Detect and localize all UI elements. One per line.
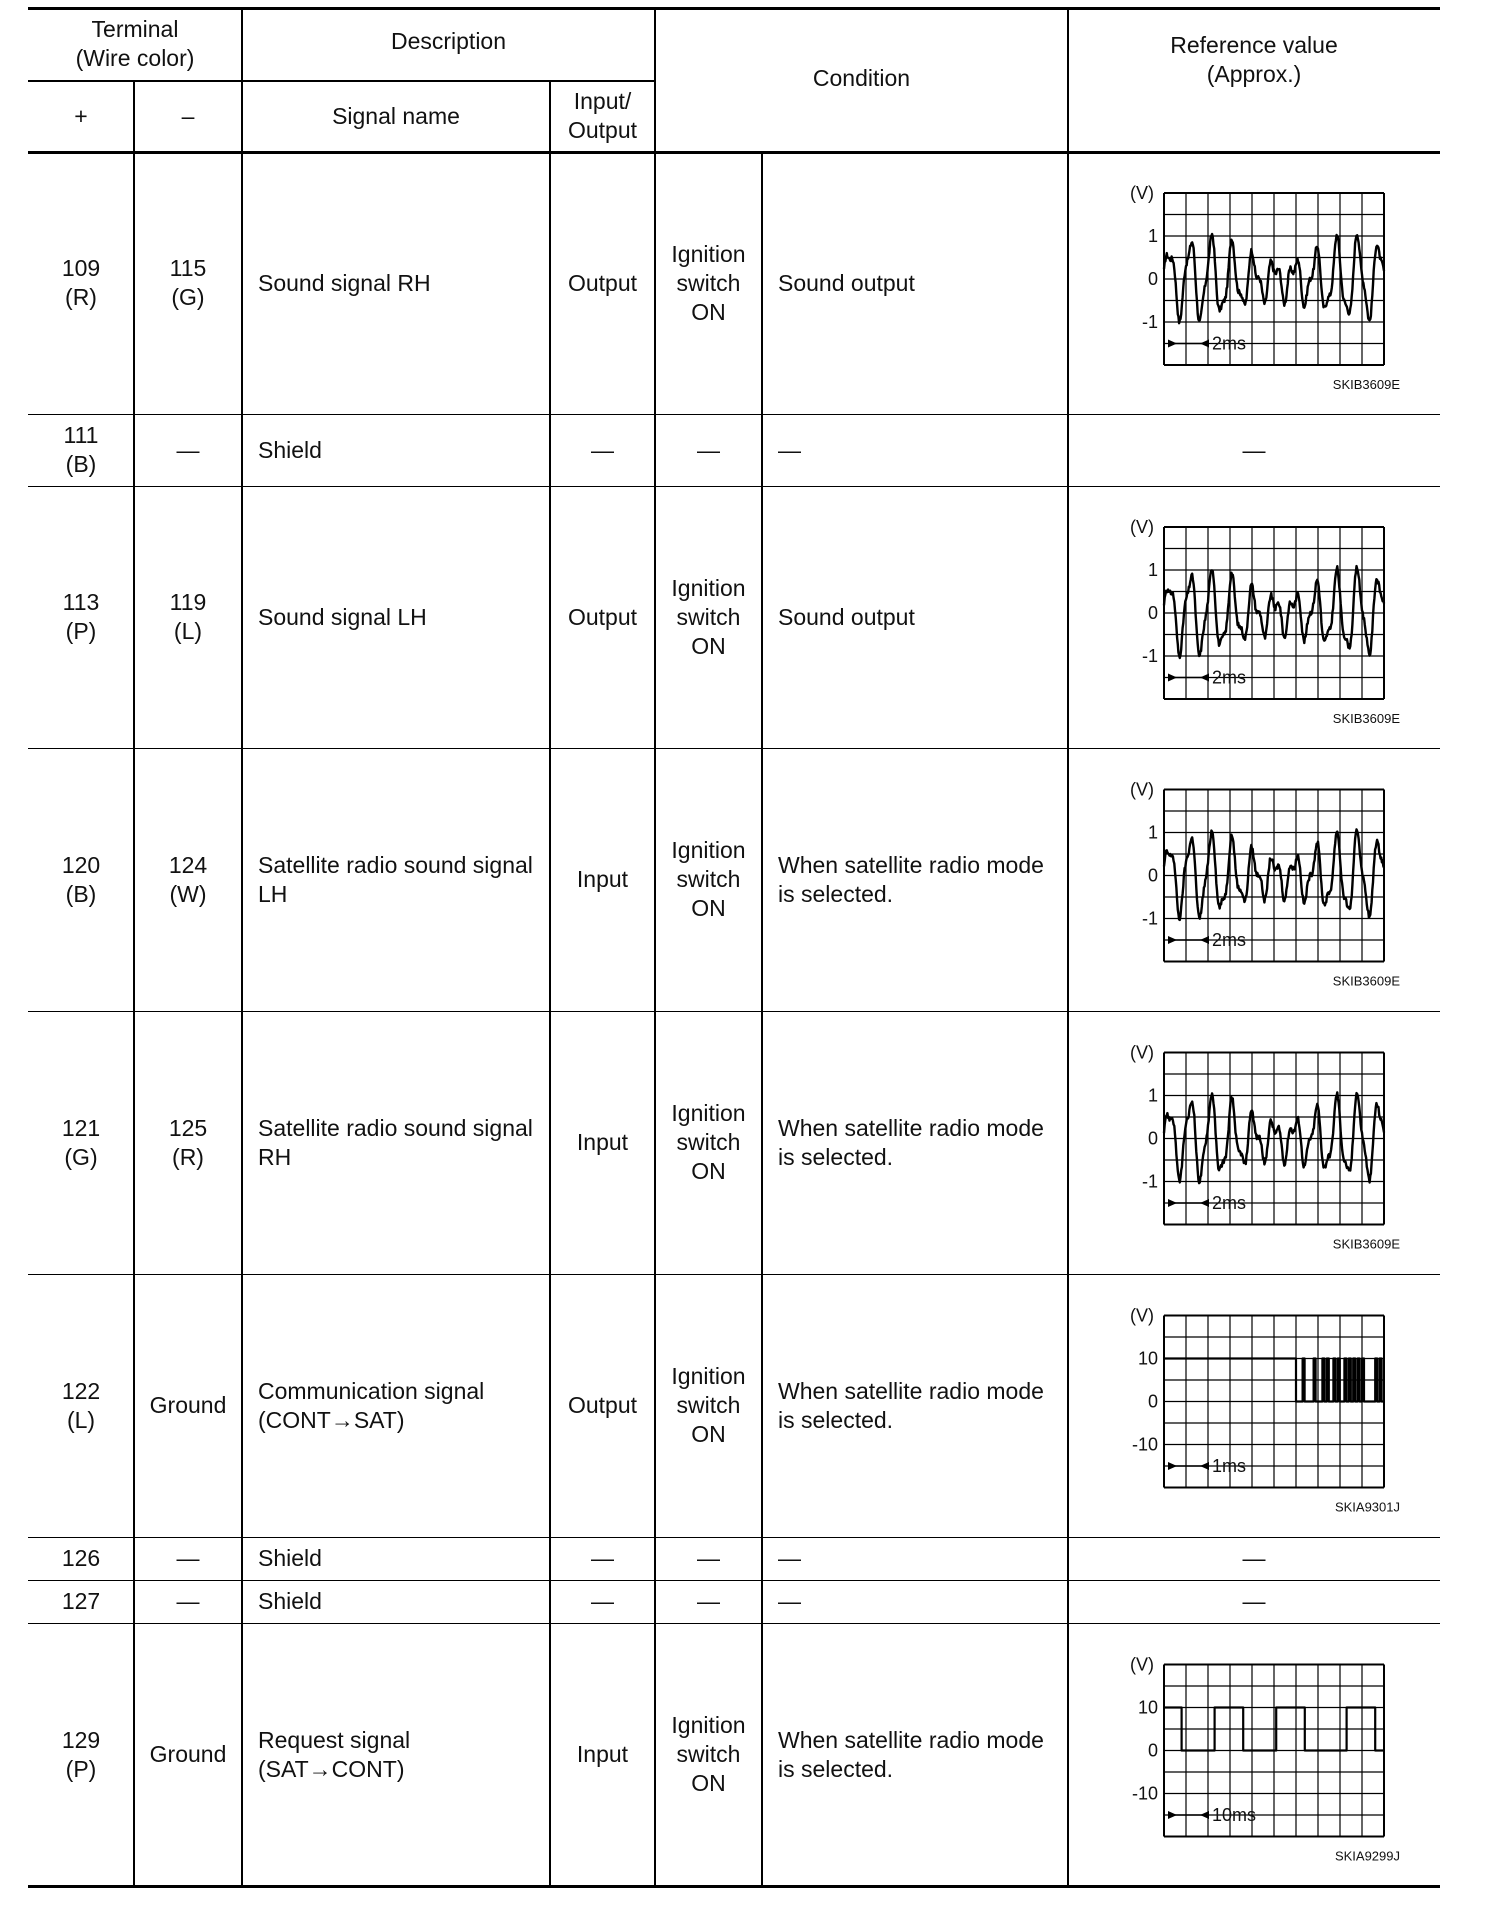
input-output-cell (550, 414, 655, 486)
figure-code: SKIB3609E (1332, 711, 1400, 726)
input-output-cell-text: Input (576, 866, 629, 892)
terminal-plus-cell (28, 748, 134, 1011)
condition-detail-cell-text: Sound output (778, 269, 915, 296)
condition-cell-text: — (697, 1545, 720, 1571)
condition-detail-cell-text: — (778, 1588, 801, 1614)
input-output-cell-text: Output (567, 269, 638, 296)
condition-detail-cell (762, 152, 1068, 414)
reference-value-cell-text: — (1242, 436, 1266, 463)
terminal-minus-cell-text: 125 (R) (168, 1114, 208, 1170)
signal-name-cell-text: Satellite radio sound signal RH (258, 1114, 533, 1170)
header-plus (28, 80, 134, 152)
signal-name-cell-text: Satellite radio sound signal LH (258, 851, 533, 907)
condition-detail-cell (762, 1623, 1068, 1886)
terminal-minus-cell (134, 414, 242, 486)
arrow-right-icon (1168, 936, 1177, 944)
signal-name-cell-text: Request signal (SAT→CONT) (258, 1726, 411, 1782)
terminal-plus-cell (28, 1274, 134, 1537)
condition-cell (655, 414, 762, 486)
terminal-plus-cell-text: 129 (P) (61, 1726, 101, 1782)
input-output-cell (550, 486, 655, 748)
input-output-cell-text: Output (567, 603, 638, 630)
arrow-right-icon (1168, 674, 1177, 682)
figure-code: SKIA9299J (1334, 1848, 1400, 1864)
condition-detail-cell (762, 1537, 1068, 1580)
waveform-tick-label: -10 (1131, 1434, 1158, 1455)
header-plus-text: + (74, 102, 88, 129)
input-output-cell (550, 1537, 655, 1580)
waveform-grid (1164, 193, 1384, 365)
waveform-unit-label: (V) (1130, 1305, 1154, 1326)
arrow-left-icon (1200, 936, 1209, 944)
condition-detail-cell (762, 748, 1068, 1011)
terminal-minus-cell-text: — (176, 436, 200, 463)
condition-cell (655, 1274, 762, 1537)
input-output-cell (550, 1580, 655, 1623)
waveform-unit-label: (V) (1130, 779, 1154, 800)
figure-code: SKIA9301J (1334, 1499, 1400, 1515)
time-scale-label: 2ms (1212, 1193, 1247, 1213)
waveform-tick-label: -1 (1141, 646, 1158, 666)
terminal-plus-cell (28, 414, 134, 486)
header-terminal-text: Terminal (Wire color) (75, 16, 195, 71)
terminal-plus-cell (28, 1537, 134, 1580)
terminal-plus-cell-text: 109 (R) (61, 255, 101, 310)
header-group-divider (28, 80, 655, 82)
condition-detail-cell-text: When satellite radio mode is selected. (778, 1377, 1044, 1433)
input-output-cell (550, 1623, 655, 1886)
oscilloscope-waveform (1068, 152, 1440, 414)
terminal-plus-cell (28, 1623, 134, 1886)
arrow-left-icon (1200, 1462, 1209, 1470)
input-output-cell-text: — (591, 1588, 614, 1614)
signal-name-cell (242, 1580, 550, 1623)
signal-name-cell (242, 486, 550, 748)
input-output-cell-text: Input (576, 1741, 629, 1767)
waveform-tick-label: 0 (1147, 1740, 1158, 1761)
figure-code: SKIB3609E (1332, 377, 1400, 392)
terminal-minus-cell (134, 1623, 242, 1886)
header-terminal (28, 8, 242, 80)
condition-cell (655, 1623, 762, 1886)
waveform-tick-label: 1 (1147, 1085, 1158, 1106)
condition-detail-cell-text: When satellite radio mode is selected. (778, 1114, 1044, 1170)
signal-name-cell (242, 152, 550, 414)
terminal-minus-cell (134, 1011, 242, 1274)
arrow-left-icon (1200, 1199, 1209, 1207)
arrow-right-icon (1168, 1462, 1177, 1470)
condition-cell-text: Ignition switch ON (671, 1100, 746, 1184)
signal-name-cell (242, 748, 550, 1011)
terminal-plus-cell-text: 121 (G) (61, 1114, 101, 1170)
terminal-minus-cell (134, 1274, 242, 1537)
condition-cell (655, 748, 762, 1011)
waveform-tick-label: 1 (1147, 560, 1158, 580)
terminal-plus-cell-text: 120 (B) (61, 851, 101, 907)
waveform-tick-label: 1 (1147, 822, 1158, 843)
waveform-tick-label: 1 (1147, 226, 1158, 246)
input-output-cell (550, 748, 655, 1011)
waveform-tick-label: -10 (1131, 1783, 1158, 1804)
header-signal-name (242, 80, 550, 152)
terminal-plus-cell (28, 152, 134, 414)
condition-detail-cell-text: When satellite radio mode is selected. (778, 851, 1044, 907)
reference-value-cell (1068, 1580, 1440, 1623)
signal-name-cell-text: Communication signal (CONT→SAT) (258, 1377, 485, 1433)
time-scale-label: 1ms (1212, 1456, 1247, 1476)
reference-value-cell-text: — (1242, 1588, 1266, 1614)
terminal-minus-cell-text: 115 (G) (169, 255, 207, 310)
arrow-left-icon (1200, 1811, 1209, 1819)
condition-cell (655, 1537, 762, 1580)
signal-name-cell-text: Sound signal LH (258, 603, 427, 630)
terminal-minus-cell-text: 124 (W) (168, 851, 208, 907)
condition-detail-cell-text: Sound output (778, 603, 915, 630)
signal-name-cell (242, 1011, 550, 1274)
signal-name-cell-text: Shield (258, 436, 322, 463)
waveform-tick-label: 10 (1137, 1348, 1158, 1369)
header-minus-text: – (181, 102, 195, 129)
oscilloscope-waveform (1068, 1274, 1440, 1537)
time-scale-label: 2ms (1212, 930, 1247, 950)
reference-value-cell (1068, 1537, 1440, 1580)
input-output-cell-text: — (591, 436, 614, 463)
condition-cell-text: Ignition switch ON (671, 1712, 746, 1796)
waveform-tick-label: 0 (1147, 865, 1158, 886)
waveform-unit-label: (V) (1130, 517, 1154, 537)
signal-name-cell-text: Sound signal RH (258, 269, 431, 296)
terminal-plus-cell (28, 486, 134, 748)
condition-cell (655, 486, 762, 748)
oscilloscope-waveform (1068, 748, 1440, 1011)
terminal-plus-cell-text: 111 (B) (63, 422, 99, 477)
signal-name-cell (242, 1537, 550, 1580)
waveform-grid (1164, 1053, 1384, 1225)
signal-name-cell-text: Shield (258, 1545, 322, 1571)
condition-detail-cell-text: — (778, 436, 801, 463)
figure-code: SKIB3609E (1332, 1236, 1400, 1252)
condition-detail-cell (762, 1274, 1068, 1537)
terminal-minus-cell-text: — (176, 1588, 200, 1614)
terminal-plus-cell-text: 122 (L) (61, 1377, 101, 1433)
condition-cell-text: Ignition switch ON (671, 1363, 746, 1447)
waveform-unit-label: (V) (1130, 183, 1154, 203)
time-scale-label: 10ms (1212, 1805, 1257, 1825)
time-scale-label: 2ms (1212, 667, 1247, 688)
terminal-minus-cell (134, 152, 242, 414)
input-output-cell (550, 152, 655, 414)
input-output-cell-text: Input (576, 1129, 629, 1155)
oscilloscope-waveform (1068, 486, 1440, 748)
header-description (242, 8, 655, 74)
terminal-plus-cell-text: 127 (61, 1588, 101, 1614)
oscilloscope-waveform (1068, 1623, 1440, 1886)
figure-code: SKIB3609E (1332, 973, 1400, 989)
condition-cell-text: Ignition switch ON (671, 837, 746, 921)
terminal-plus-cell-text: 113 (P) (62, 589, 100, 644)
condition-cell-text: Ignition switch ON (671, 574, 746, 659)
waveform-tick-label: -1 (1141, 312, 1158, 332)
waveform-tick-label: 0 (1147, 603, 1158, 623)
waveform-grid (1164, 527, 1384, 699)
terminal-plus-cell (28, 1011, 134, 1274)
terminal-plus-cell (28, 1580, 134, 1623)
input-output-cell (550, 1274, 655, 1537)
terminal-minus-cell-text: 119 (L) (169, 589, 207, 644)
condition-cell-text: — (697, 1588, 720, 1614)
condition-detail-cell (762, 486, 1068, 748)
arrow-right-icon (1168, 340, 1177, 348)
arrow-left-icon (1200, 674, 1209, 682)
condition-cell (655, 1580, 762, 1623)
arrow-left-icon (1200, 340, 1209, 348)
waveform-tick-label: -1 (1141, 908, 1158, 929)
arrow-right-icon (1168, 1811, 1177, 1819)
condition-detail-cell (762, 414, 1068, 486)
oscilloscope-waveform (1068, 1011, 1440, 1274)
waveform-tick-label: 0 (1147, 269, 1158, 289)
signal-name-cell (242, 1623, 550, 1886)
terminal-minus-cell-text: Ground (149, 1741, 227, 1767)
signal-name-cell (242, 1274, 550, 1537)
waveform-tick-label: 10 (1137, 1697, 1158, 1718)
time-scale-label: 2ms (1212, 333, 1247, 354)
header-minus (134, 80, 242, 152)
input-output-cell (550, 1011, 655, 1274)
header-input-output (550, 80, 655, 152)
waveform-tick-label: 0 (1147, 1128, 1158, 1149)
header-reference-value-text: Reference value (Approx.) (1170, 32, 1338, 87)
arrow-right-icon (1168, 1199, 1177, 1207)
condition-detail-cell (762, 1011, 1068, 1274)
reference-value-cell-text: — (1242, 1545, 1266, 1571)
terminal-minus-cell-text: — (176, 1545, 200, 1571)
condition-cell-text: Ignition switch ON (671, 240, 746, 325)
input-output-cell-text: Output (567, 1392, 638, 1418)
waveform-tick-label: 0 (1147, 1391, 1158, 1412)
condition-cell (655, 152, 762, 414)
input-output-cell-text: — (591, 1545, 614, 1571)
reference-value-cell (1068, 414, 1440, 486)
waveform-unit-label: (V) (1130, 1654, 1154, 1675)
header-signal-name-text: Signal name (332, 102, 460, 129)
table-top-border (28, 7, 1440, 10)
header-condition-text: Condition (812, 64, 911, 91)
terminal-minus-cell-text: Ground (149, 1392, 227, 1418)
header-condition (655, 8, 1068, 148)
terminal-plus-cell-text: 126 (61, 1545, 101, 1571)
terminal-minus-cell (134, 1537, 242, 1580)
signal-name-cell-text: Shield (258, 1588, 322, 1614)
header-reference-value (1068, 8, 1440, 112)
condition-detail-cell-text: When satellite radio mode is selected. (778, 1726, 1044, 1782)
signal-name-cell (242, 414, 550, 486)
condition-cell (655, 1011, 762, 1274)
terminal-minus-cell (134, 1580, 242, 1623)
condition-detail-cell (762, 1580, 1068, 1623)
condition-cell-text: — (697, 436, 720, 463)
waveform-unit-label: (V) (1130, 1042, 1154, 1063)
terminal-minus-cell (134, 486, 242, 748)
condition-detail-cell-text: — (778, 1545, 801, 1571)
terminal-minus-cell (134, 748, 242, 1011)
header-description-text: Description (390, 27, 507, 54)
waveform-grid (1164, 790, 1384, 962)
header-input-output-text: Input/ Output (567, 88, 638, 143)
waveform-tick-label: -1 (1141, 1171, 1158, 1192)
